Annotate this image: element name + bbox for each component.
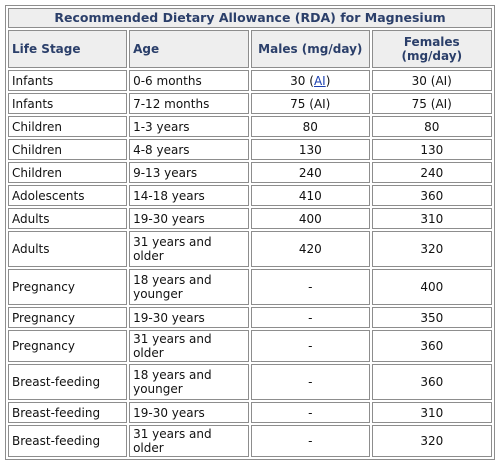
rda-magnesium-table bbox=[5, 5, 495, 460]
cell-males-value: 30 ( bbox=[290, 73, 314, 88]
cell-age: 14-18 years bbox=[129, 185, 249, 206]
table-row bbox=[8, 364, 492, 400]
table-row bbox=[8, 425, 492, 457]
cell-life-stage: Children bbox=[8, 162, 127, 183]
cell-males: 240 bbox=[251, 162, 370, 183]
cell-males: - bbox=[251, 402, 370, 423]
cell-males: - bbox=[251, 364, 370, 400]
cell-males: 130 bbox=[251, 139, 370, 160]
cell-life-stage: Infants bbox=[8, 93, 127, 114]
cell-females: 30 (AI) bbox=[372, 70, 492, 91]
cell-life-stage: Breast-feeding bbox=[8, 402, 127, 423]
cell-females: 320 bbox=[372, 425, 492, 457]
cell-males: 80 bbox=[251, 116, 370, 137]
table-row bbox=[8, 231, 492, 267]
table-row bbox=[8, 402, 492, 423]
cell-age: 31 years and older bbox=[129, 231, 249, 267]
cell-males: - bbox=[251, 307, 370, 328]
cell-males: - bbox=[251, 330, 370, 362]
cell-life-stage: Adults bbox=[8, 231, 127, 267]
cell-females: 360 bbox=[372, 330, 492, 362]
cell-females: 310 bbox=[372, 402, 492, 423]
cell-females: 130 bbox=[372, 139, 492, 160]
cell-life-stage: Infants bbox=[8, 70, 127, 91]
cell-life-stage: Pregnancy bbox=[8, 269, 127, 305]
cell-age: 31 years and older bbox=[129, 425, 249, 457]
cell-age: 7-12 months bbox=[129, 93, 249, 114]
header-age: Age bbox=[129, 30, 249, 68]
cell-females: 350 bbox=[372, 307, 492, 328]
table-caption: Recommended Dietary Allowance (RDA) for Magnesium bbox=[8, 8, 492, 28]
cell-age: 0-6 months bbox=[129, 70, 249, 91]
cell-life-stage: Pregnancy bbox=[8, 330, 127, 362]
table-row bbox=[8, 116, 492, 137]
cell-life-stage: Adults bbox=[8, 208, 127, 229]
cell-age: 18 years and younger bbox=[129, 269, 249, 305]
cell-age: 31 years and older bbox=[129, 330, 249, 362]
table-row bbox=[8, 208, 492, 229]
cell-females: 320 bbox=[372, 231, 492, 267]
header-life-stage: Life Stage bbox=[8, 30, 127, 68]
ai-link[interactable]: AI bbox=[313, 73, 326, 88]
cell-females: 360 bbox=[372, 185, 492, 206]
cell-females: 80 bbox=[372, 116, 492, 137]
cell-males: 75 (AI) bbox=[251, 93, 370, 114]
cell-life-stage: Children bbox=[8, 139, 127, 160]
cell-life-stage: Children bbox=[8, 116, 127, 137]
cell-age: 19-30 years bbox=[129, 402, 249, 423]
cell-life-stage: Pregnancy bbox=[8, 307, 127, 328]
cell-females: 360 bbox=[372, 364, 492, 400]
cell-males: 400 bbox=[251, 208, 370, 229]
table-row bbox=[8, 70, 492, 91]
cell-females: 240 bbox=[372, 162, 492, 183]
table-row bbox=[8, 269, 492, 305]
cell-males: - bbox=[251, 425, 370, 457]
cell-males bbox=[251, 70, 370, 91]
header-females: Females (mg/day) bbox=[372, 30, 492, 68]
table-row bbox=[8, 93, 492, 114]
cell-age: 19-30 years bbox=[129, 307, 249, 328]
cell-males-suffix: ) bbox=[325, 73, 331, 88]
cell-age: 4-8 years bbox=[129, 139, 249, 160]
cell-age: 18 years and younger bbox=[129, 364, 249, 400]
cell-females: 75 (AI) bbox=[372, 93, 492, 114]
table-row bbox=[8, 139, 492, 160]
cell-life-stage: Breast-feeding bbox=[8, 364, 127, 400]
cell-females: 310 bbox=[372, 208, 492, 229]
header-row bbox=[8, 30, 492, 68]
cell-females: 400 bbox=[372, 269, 492, 305]
cell-life-stage: Adolescents bbox=[8, 185, 127, 206]
table-row bbox=[8, 162, 492, 183]
cell-age: 9-13 years bbox=[129, 162, 249, 183]
table-row bbox=[8, 185, 492, 206]
table-row bbox=[8, 330, 492, 362]
cell-age: 1-3 years bbox=[129, 116, 249, 137]
cell-life-stage: Breast-feeding bbox=[8, 425, 127, 457]
caption-row bbox=[8, 8, 492, 28]
cell-males: 410 bbox=[251, 185, 370, 206]
header-males: Males (mg/day) bbox=[251, 30, 370, 68]
cell-age: 19-30 years bbox=[129, 208, 249, 229]
table-row bbox=[8, 307, 492, 328]
cell-males: 420 bbox=[251, 231, 370, 267]
cell-males: - bbox=[251, 269, 370, 305]
